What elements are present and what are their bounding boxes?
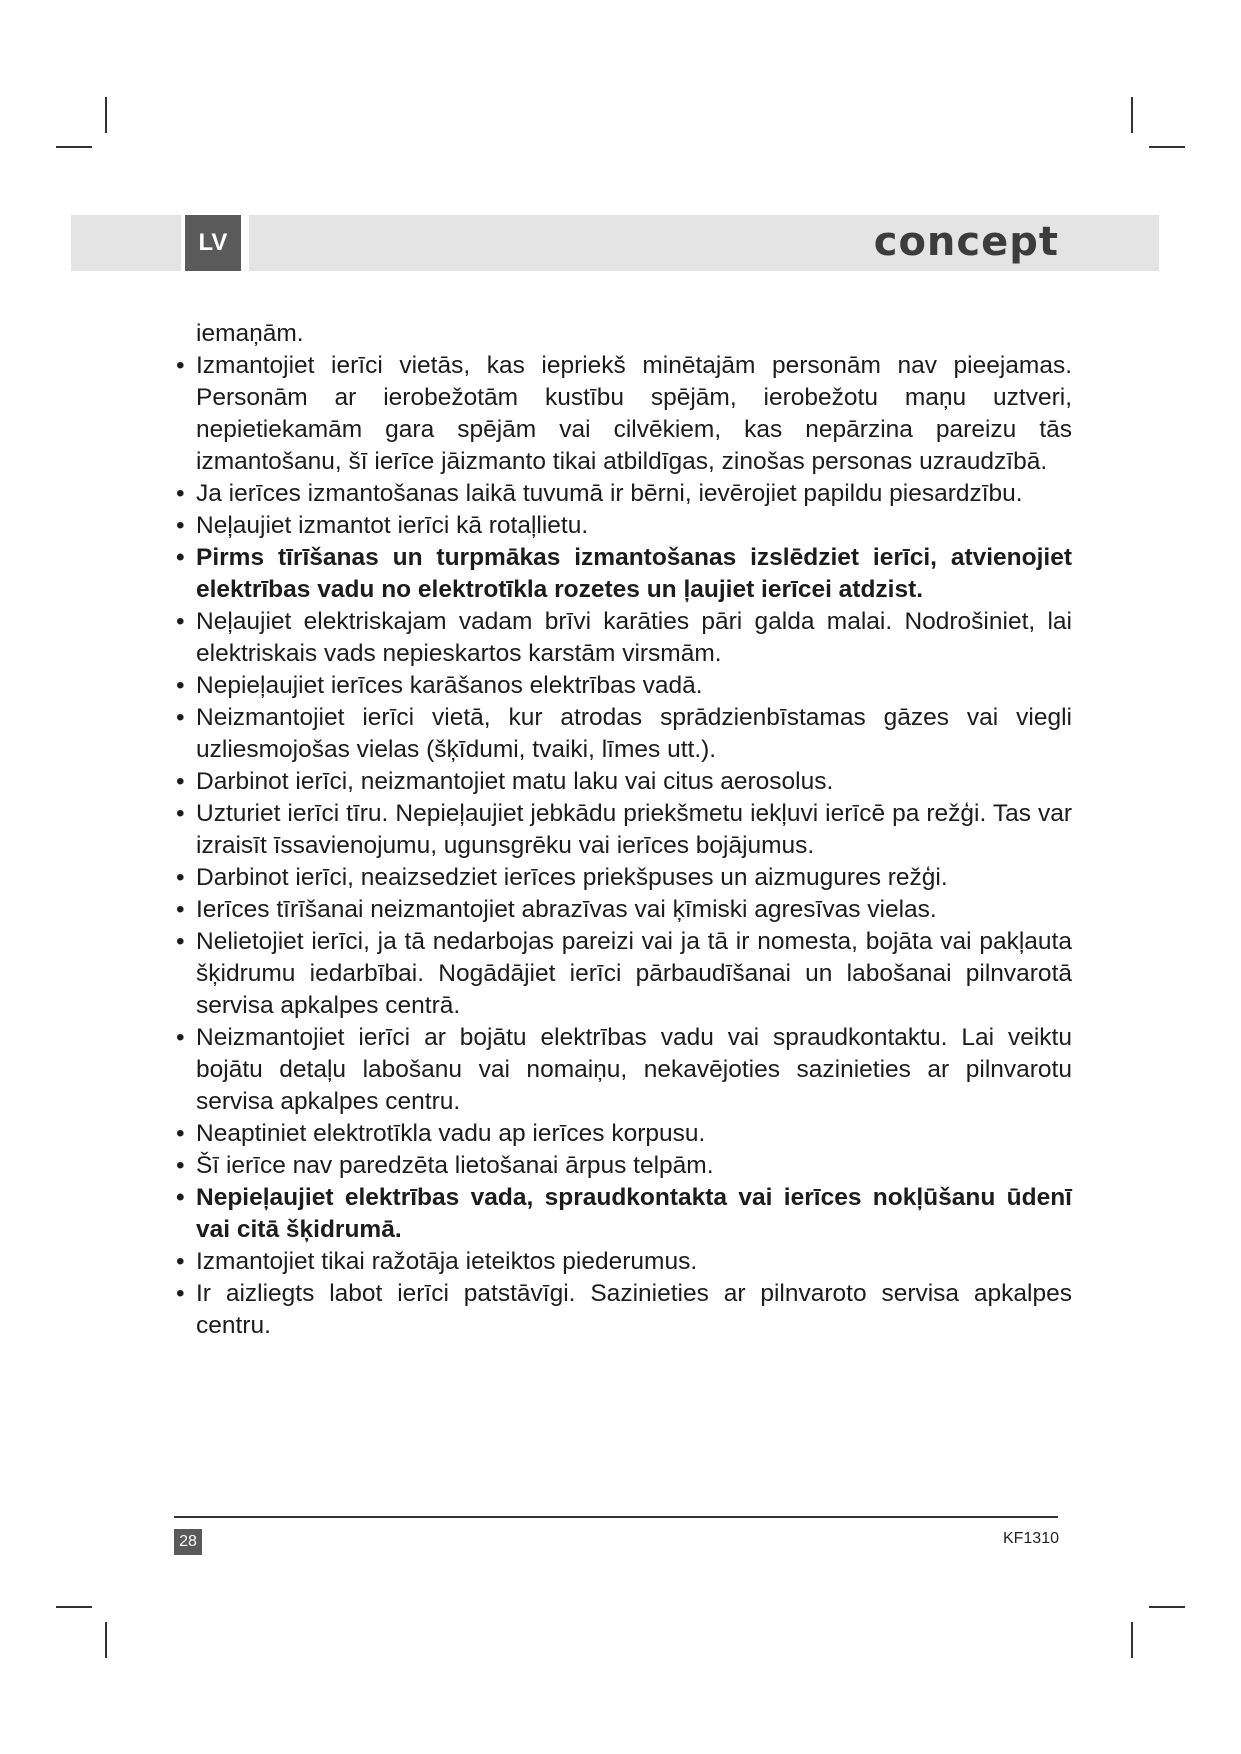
safety-instructions (172, 318, 1072, 1342)
list-item: • Ir aizliegts labot ierīci patstāvīgi. Sazinieties ar pilnvaroto servisa apkalpes centru. (172, 1278, 1072, 1342)
list-item: • Neizmantojiet ierīci vietā, kur atrodas sprādzienbīstamas gāzes vai viegli uzliesmojošas vielas (šķīdumi, tvaiki, līmes utt.). (172, 702, 1072, 766)
crop-mark (1149, 1606, 1185, 1608)
crop-mark (105, 97, 107, 133)
list-item: • Izmantojiet ierīci vietās, kas iepriekš minētajām personām nav pieejamas. Personām ar ierobežotām kustību spējām, ierobežotu maņu uztveri, nepietiekamām gara spējām vai cilvēkiem, kas nepārzina pareizu tās izmantošanu, šī ierīce jāizmanto tikai atbildīgas, zinošas personas uzraudzībā. (172, 350, 1072, 478)
list-item: • Darbinot ierīci, neizmantojiet matu laku vai citus aerosolus. (172, 766, 1072, 798)
list-item: • Nepieļaujiet elektrības vada, spraudkontakta vai ierīces nokļūšanu ūdenī vai citā šķidrumā. (172, 1182, 1072, 1246)
model-number: KF1310 (1002, 1530, 1059, 1547)
page-number: 28 (174, 1529, 202, 1555)
language-badge: LV (181, 215, 249, 271)
crop-mark (56, 1606, 92, 1608)
crop-mark (1131, 97, 1133, 133)
list-item: • Nelietojiet ierīci, ja tā nedarbojas pareizi vai ja tā ir nomesta, bojāta vai pakļauta šķidrumu iedarbībai. Nogādājiet ierīci pārbaudīšanai un labošanai pilnvarotā servisa apkalpes centrā. (172, 926, 1072, 1022)
list-item: • Neizmantojiet ierīci ar bojātu elektrības vadu vai spraudkontaktu. Lai veiktu bojātu detaļu labošanu vai nomaiņu, nekavējoties sazinieties ar pilnvarotu servisa apkalpes centru. (172, 1022, 1072, 1118)
list-item: • Uzturiet ierīci tīru. Nepieļaujiet jebkādu priekšmetu iekļuvi ierīcē pa režģi. Tas var izraisīt īssavienojumu, ugunsgrēku vai ierīces bojājumus. (172, 798, 1072, 862)
list-item: • Ierīces tīrīšanai neizmantojiet abrazīvas vai ķīmiski agresīvas vielas. (172, 894, 1072, 926)
list-item: • Izmantojiet tikai ražotāja ieteiktos piederumus. (172, 1246, 1072, 1278)
footer-divider (174, 1516, 1058, 1518)
crop-mark (56, 146, 92, 148)
instruction-list (172, 350, 1072, 1342)
list-item: • Darbinot ierīci, neaizsedziet ierīces priekšpuses un aizmugures režģi. (172, 862, 1072, 894)
crop-mark (1131, 1622, 1133, 1658)
header-band (71, 215, 1159, 271)
list-item: • Neaptiniet elektrotīkla vadu ap ierīces korpusu. (172, 1118, 1072, 1150)
brand-logo: concept (873, 219, 1059, 265)
list-item: • Neļaujiet elektriskajam vadam brīvi karāties pāri galda malai. Nodrošiniet, lai elektriskais vads nepieskartos karstām virsmām. (172, 606, 1072, 670)
list-item: • Ja ierīces izmantošanas laikā tuvumā ir bērni, ievērojiet papildu piesardzību. (172, 478, 1072, 510)
list-item: • Šī ierīce nav paredzēta lietošanai ārpus telpām. (172, 1150, 1072, 1182)
list-item: • Nepieļaujiet ierīces karāšanos elektrības vadā. (172, 670, 1072, 702)
crop-mark (1149, 146, 1185, 148)
continuation-text: iemaņām. (196, 320, 304, 347)
crop-mark (105, 1622, 107, 1658)
list-item: • Pirms tīrīšanas un turpmākas izmantošanas izslēdziet ierīci, atvienojiet elektrības vadu no elektrotīkla rozetes un ļaujiet ierīcei atdzist. (172, 542, 1072, 606)
list-item: • Neļaujiet izmantot ierīci kā rotaļlietu. (172, 510, 1072, 542)
